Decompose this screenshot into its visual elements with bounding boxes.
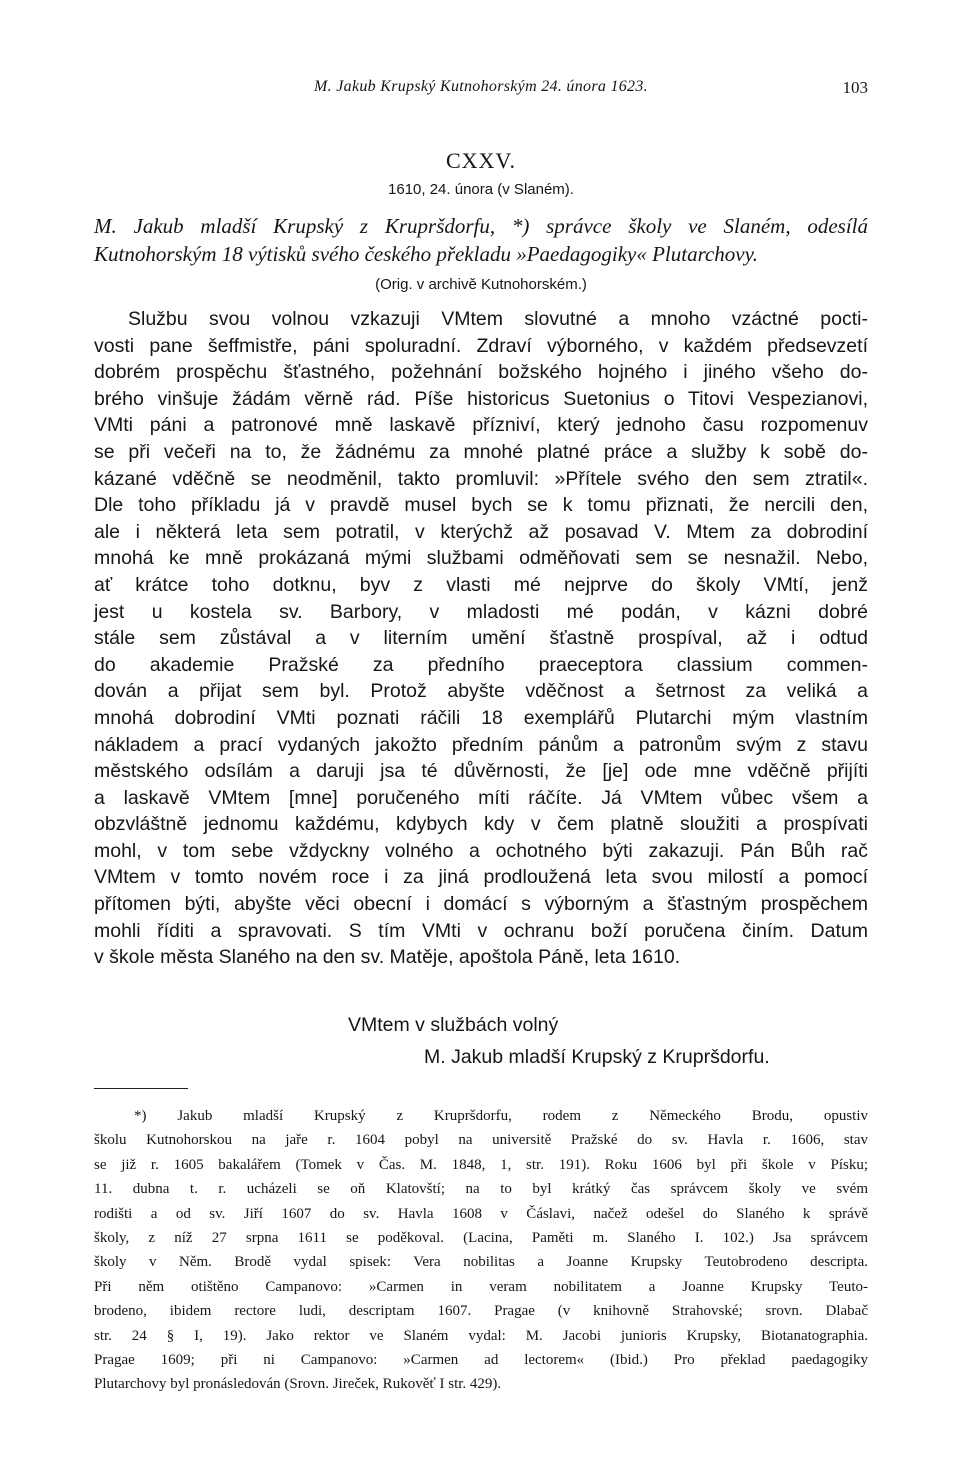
letter-body — [94, 306, 868, 971]
document-number: CXXV. — [445, 148, 516, 173]
body-line: vosti pane šeffmistře, páni spoluradní. Zdraví výborného, v každém předsevzetí — [94, 334, 868, 357]
body-line: mohl, v tom sebe vždyckny volného a ochotného býti zakazuji. Pán Bůh rač — [94, 839, 868, 862]
document-date: 1610, 24. února (v Slaném). — [388, 181, 574, 198]
body-line: mnohá dobrodiní VMti poznati ráčili 18 exemplářů Plutarchi mým vlastním — [94, 706, 868, 729]
footnote-line: rodišti a od sv. Jiří 1607 do sv. Havla 1608 v Čáslavi, načež odešel do Slaného k správě — [94, 1205, 868, 1222]
footnote-line: brodeno, ibidem rectore ludi, descriptam 1607. Pragae (v knihovně Strahovské; srovn. Dlabač — [94, 1303, 868, 1320]
body-line: kázané vděčně se neodměnil, takto promluvil: »Přítele svého den sem ztratil«. — [94, 467, 868, 490]
body-line: mohli říditi a spravovati. S tím VMti v ochranu boží poručena činím. Datum — [94, 919, 868, 942]
footnote-line: školy v Něm. Brodě vydal spisek: Vera nobilitas a Joanne Krupsky Teutobrodeno descripta. — [94, 1254, 868, 1271]
body-line: ať krátce toho dotknu, byv z vlasti mé nejprve do školy VMtí, jenž — [94, 573, 868, 596]
source-note: (Orig. v archivě Kutnohorském.) — [375, 276, 587, 293]
running-title: M. Jakub Krupský Kutnohorským 24. února 1623. — [314, 78, 648, 95]
body-line: městského odsílám a daruji jsa té důvěrnosti, že [je] ode mne vděčně přijíti — [94, 760, 868, 783]
footnote-line: 11. dubna t. r. ucházeli se oň Klatovští; na to byl krátký čas správcem školy ve svém — [94, 1181, 868, 1198]
signature: M. Jakub mladší Krupský z Krupršdorfu. — [424, 1046, 770, 1068]
body-line: nákladem a prací vydaných jakožto předním pánům a patronům svým z stavu — [94, 733, 868, 756]
body-line: VMtem v tomto novém roce i za jiná prodloužená leta svou milostí a pomocí — [94, 866, 868, 889]
body-line: se při večeři na to, že žádnému za mnohé platné práce a služby k sobě do- — [94, 440, 868, 463]
closing-salutation: VMtem v službách volný — [348, 1014, 559, 1036]
body-line: obzvláštně jednomu každému, kdybych kdy v čem platně sloužiti a prospívati — [94, 813, 868, 836]
body-line: VMti páni a patronové mně laskavě přízniví, který jednoho času rozpomenuv — [94, 414, 868, 437]
body-line: dobrém prospěchu šťastného, požehnání božského hojného i jiného všeho do- — [94, 361, 868, 384]
body-line: brého vinšuje žádám věrně rád. Píše historicus Suetonius o Titovi Vespezianovi, — [94, 387, 868, 410]
footnote-line: Pragae 1609; při ni Campanovo: »Carmen ad lectorem« (Ibid.) Pro překlad paedagogiky — [94, 1352, 868, 1369]
body-line: dován a přijat sem byl. Protož abyšte vděčnost a šetrnost za veliká a — [94, 680, 868, 703]
footnote-line: Při něm otištěno Campanovo: »Carmen in veram nobilitatem a Joanne Krupsky Teuto- — [94, 1278, 868, 1295]
body-line: Službu svou volnou vzkazuji VMtem slovutné a mnoho vzáctné pocti- — [128, 308, 868, 330]
running-header — [94, 78, 868, 104]
page-number: 103 — [842, 78, 868, 97]
regest-line: M. Jakub mladší Krupský z Krupršdorfu, *) správce školy ve Slaném, odesílá — [94, 214, 868, 238]
footnote-divider — [94, 1088, 188, 1089]
body-line: ale i některá leta sem potratil, v kterýchž až posavad V. Mtem za dobrodiní — [94, 520, 868, 543]
footnote-line: Plutarchovy byl pronásledován (Srovn. Jireček, Rukověť I str. 429). — [94, 1376, 502, 1393]
body-line: jest u kostela sv. Barbory, v mladosti mé podán, v kázni dobré — [94, 600, 868, 623]
body-line: a laskavě VMtem [mne] poručeného míti ráčíte. Já VMtem vůbec všem a — [94, 786, 868, 809]
footnote-line: se již r. 1605 bakalářem (Tomek v Čas. M. 1848, 1, str. 191). Roku 1606 byl při škole v Písku; — [94, 1156, 868, 1173]
footnote — [94, 1104, 868, 1397]
body-line: do akademie Pražské za předního praeceptora classium commen- — [94, 653, 868, 676]
body-line: Dle toho příkladu já v pravdě musel bych se k tomu přiznati, že nercili den, — [94, 494, 868, 517]
footnote-line: *) Jakub mladší Krupský z Krupršdorfu, rodem z Německého Brodu, opustiv — [134, 1108, 868, 1124]
footnote-line: str. 24 § I, 19). Jako rektor ve Slaném vydal: M. Jacobi junioris Krupsky, Biotanatographia. — [94, 1327, 868, 1344]
body-line: stále sem zůstával a v literním umění šťastně prospíval, až i odtud — [94, 627, 868, 650]
footnote-line: školu Kutnohorskou na jaře r. 1604 pobyl na universitě Pražské do sv. Havla r. 1606, stav — [94, 1132, 868, 1149]
regest-line: Kutnohorským 18 výtisků svého českého překladu »Paedagogiky« Plutarchovy. — [94, 242, 759, 266]
document-regest — [94, 212, 868, 268]
body-line: mnohá ke mně prokázaná mými službami odměňovati sem se nesnažil. Nebo, — [94, 547, 868, 570]
body-line: v škole města Slaného na den sv. Matěje, apoštola Páně, leta 1610. — [94, 946, 681, 969]
body-line: přítomen býti, abyšte věci obecní i domácí s výborným a šťastným prospěchem — [94, 893, 868, 916]
footnote-line: školy, z níž 27 srpna 1611 se poděkoval. (Lacina, Paměti m. Slaného I. 102.) Jsa správcem — [94, 1230, 868, 1247]
